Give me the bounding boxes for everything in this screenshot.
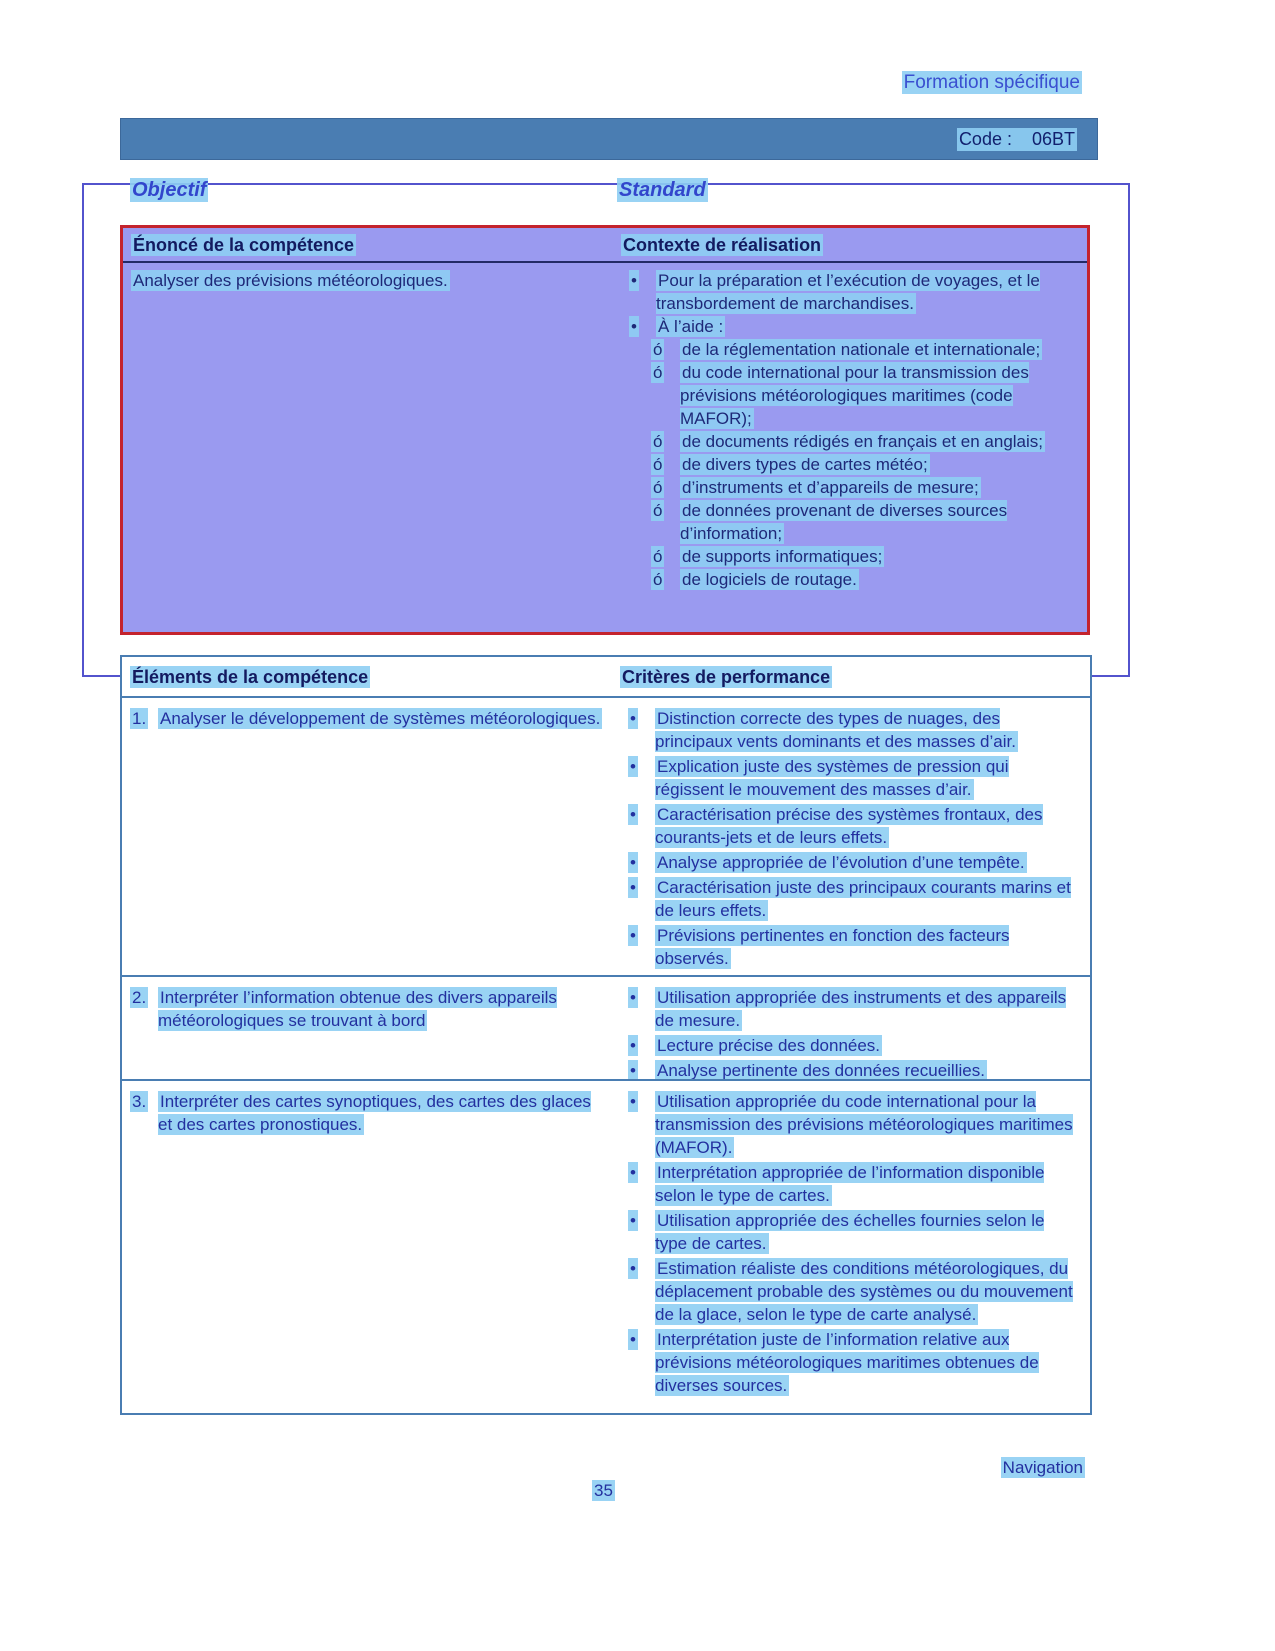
bullet-glyph: • <box>630 1092 636 1111</box>
context-bullet-text: Pour la préparation et l’exécution de voyages, et le transbordement de marchandises. <box>656 271 1040 313</box>
context-sub-bullet-text: de la réglementation nationale et internationale; <box>682 340 1041 359</box>
criteria-cell <box>612 1090 1090 1413</box>
context-sub-bullet <box>621 476 1075 499</box>
enonce-table-body <box>123 263 1087 632</box>
element-cell <box>122 986 612 1079</box>
element-text: Interpréter des cartes synoptiques, des cartes des glaces et des cartes pronostiques. <box>158 1092 591 1134</box>
objectif-heading <box>130 179 208 202</box>
footer-section-label <box>1001 1458 1085 1478</box>
context-sub-bullet-text: de logiciels de routage. <box>682 570 857 589</box>
context-sub-bullet-text: de données provenant de diverses sources d’information; <box>680 501 1008 543</box>
element-number-text: 1. <box>132 709 147 728</box>
sub-bullet-icon <box>651 568 680 591</box>
competence-statement <box>131 269 613 292</box>
bullet-glyph: • <box>630 1163 636 1182</box>
criterion-text: Interprétation appropriée de l’information disponible selon le type de cartes. <box>655 1163 1045 1205</box>
sub-bullet-glyph: ó <box>653 340 663 359</box>
criterion-text: Interprétation juste de l’information relative aux prévisions météorologiques maritimes obtenues de diverses sources. <box>655 1330 1039 1395</box>
standard-heading <box>617 179 708 202</box>
bullet-glyph: • <box>630 988 636 1007</box>
criterion <box>620 707 1078 753</box>
element-number-text: 3. <box>132 1092 147 1111</box>
element-number <box>130 1090 158 1113</box>
bullet-glyph: • <box>631 317 637 336</box>
context-sub-bullet-text: d’instruments et d’appareils de mesure; <box>682 478 979 497</box>
bullet-icon <box>628 1257 655 1280</box>
bullet-glyph: • <box>630 878 636 897</box>
enonce-header-label: Énoncé de la compétence <box>133 235 355 255</box>
bullet-icon <box>628 876 655 899</box>
bullet-icon <box>628 755 655 778</box>
bullet-icon <box>628 924 655 947</box>
element-text: Interpréter l’information obtenue des divers appareils météorologiques se trouvant à bord <box>158 988 557 1030</box>
criterion-text: Caractérisation précise des systèmes frontaux, des courants-jets et de leurs effets. <box>655 805 1043 847</box>
competence-statement-cell <box>123 269 613 626</box>
context-sub-bullet <box>621 430 1075 453</box>
enonce-competence-table <box>120 225 1090 635</box>
page-number-text: 35 <box>594 1481 613 1500</box>
bullet-icon <box>628 1328 655 1351</box>
bullet-glyph: • <box>630 1036 636 1055</box>
elements-table-header <box>122 657 1090 698</box>
criterion <box>620 876 1078 922</box>
bullet-glyph: • <box>630 757 636 776</box>
element-item <box>130 986 603 1032</box>
code-label: Code : 06BT <box>958 128 1075 149</box>
elements-header-cell <box>122 667 612 688</box>
context-sub-bullet-text: du code international pour la transmission des prévisions météorologiques maritimes (code MAFOR); <box>680 363 1029 428</box>
criterion-text: Utilisation appropriée des échelles fournies selon le type de cartes. <box>655 1211 1045 1253</box>
bullet-glyph: • <box>630 926 636 945</box>
section-label-text: Formation spécifique <box>903 72 1080 93</box>
bullet-icon <box>628 986 655 1009</box>
context-sub-bullet <box>621 338 1075 361</box>
context-sub-bullet-text: de divers types de cartes météo; <box>682 455 928 474</box>
element-item <box>130 1090 603 1136</box>
sub-bullet-glyph: ó <box>653 501 663 520</box>
bullet-icon <box>628 1161 655 1184</box>
context-sub-bullet <box>621 453 1075 476</box>
sub-bullet-icon <box>651 430 680 453</box>
sub-bullet-glyph: ó <box>653 547 663 566</box>
sub-bullet-icon <box>651 361 680 384</box>
bullet-glyph: • <box>631 271 637 290</box>
criterion-text: Explication juste des systèmes de pression qui régissent le mouvement des masses d’air. <box>655 757 1009 799</box>
criterion-text: Distinction correcte des types de nuages, des principaux vents dominants et des masses d’air. <box>655 709 1016 751</box>
criterion <box>620 1161 1078 1207</box>
context-sub-bullet <box>621 361 1075 430</box>
objectif-heading-text: Objectif <box>132 179 207 201</box>
criteres-header-cell <box>612 667 1090 688</box>
bullet-icon <box>628 1209 655 1232</box>
bullet-glyph: • <box>630 805 636 824</box>
elements-header-label: Éléments de la compétence <box>132 667 369 687</box>
element-row-3 <box>122 1079 1090 1413</box>
element-number <box>130 986 158 1009</box>
element-row-2 <box>122 975 1090 1079</box>
sub-bullet-icon <box>651 499 680 522</box>
context-bullet <box>621 269 1075 315</box>
criteres-header-label: Critères de performance <box>622 667 831 687</box>
standard-heading-text: Standard <box>619 179 706 201</box>
element-item <box>130 707 603 730</box>
criteria-cell <box>612 707 1090 975</box>
criterion <box>620 851 1078 874</box>
context-sub-bullet-text: de documents rédigés en français et en anglais; <box>682 432 1044 451</box>
criterion <box>620 803 1078 849</box>
sub-bullet-icon <box>651 476 680 499</box>
enonce-table-header <box>123 228 1087 263</box>
criterion-text: Lecture précise des données. <box>657 1036 881 1055</box>
element-cell <box>122 707 612 975</box>
element-text: Analyser le développement de systèmes météorologiques. <box>160 709 601 728</box>
criterion-text: Analyse pertinente des données recueillies. <box>657 1061 985 1080</box>
footer-section-label-text: Navigation <box>1002 1458 1083 1477</box>
bullet-icon <box>628 1090 655 1113</box>
criterion <box>620 924 1078 970</box>
criterion <box>620 1209 1078 1255</box>
criterion-text: Utilisation appropriée du code international pour la transmission des prévisions météorologiques maritimes (MAFOR). <box>655 1092 1073 1157</box>
criterion-text: Analyse appropriée de l’évolution d’une tempête. <box>657 853 1025 872</box>
bullet-glyph: • <box>630 1061 636 1080</box>
sub-bullet-icon <box>651 545 680 568</box>
criterion-text: Prévisions pertinentes en fonction des facteurs observés. <box>655 926 1010 968</box>
criterion <box>620 1090 1078 1159</box>
criterion-text: Utilisation appropriée des instruments et des appareils de mesure. <box>655 988 1067 1030</box>
sub-bullet-glyph: ó <box>653 455 663 474</box>
bullet-glyph: • <box>630 1259 636 1278</box>
context-bullet <box>621 315 1075 338</box>
sub-bullet-glyph: ó <box>653 570 663 589</box>
context-sub-bullet <box>621 499 1075 545</box>
element-number <box>130 707 158 730</box>
element-row-1 <box>122 698 1090 975</box>
criterion <box>620 1328 1078 1397</box>
contexte-cell <box>613 269 1087 626</box>
sub-bullet-icon <box>651 453 680 476</box>
bullet-glyph: • <box>630 709 636 728</box>
criterion-text: Estimation réaliste des conditions météorologiques, du déplacement probable des systèmes ou du mouvement de la glace, selon le type de carte analysé. <box>655 1259 1073 1324</box>
section-label <box>902 72 1082 94</box>
bullet-glyph: • <box>630 1211 636 1230</box>
element-cell <box>122 1090 612 1413</box>
sub-bullet-glyph: ó <box>653 432 663 451</box>
element-number-text: 2. <box>132 988 147 1007</box>
bullet-icon <box>628 851 655 874</box>
bullet-icon <box>628 1034 655 1057</box>
context-bullet-text: À l’aide : <box>658 317 724 336</box>
page-number <box>592 1481 615 1501</box>
bullet-icon <box>628 707 655 730</box>
bullet-icon <box>628 803 655 826</box>
criterion <box>620 1257 1078 1326</box>
sub-bullet-glyph: ó <box>653 478 663 497</box>
criterion <box>620 755 1078 801</box>
competence-statement-text: Analyser des prévisions météorologiques. <box>133 271 448 290</box>
criteria-cell <box>612 986 1090 1079</box>
criterion <box>620 1034 1078 1057</box>
bullet-glyph: • <box>630 853 636 872</box>
context-sub-bullet <box>621 545 1075 568</box>
sub-bullet-glyph: ó <box>653 363 663 382</box>
bullet-glyph: • <box>630 1330 636 1349</box>
header-banner <box>120 118 1098 160</box>
contexte-header-label: Contexte de réalisation <box>623 235 822 255</box>
bullet-icon <box>629 315 656 338</box>
criterion-text: Caractérisation juste des principaux courants marins et de leurs effets. <box>655 878 1071 920</box>
criterion <box>620 986 1078 1032</box>
enonce-header-cell <box>123 235 613 256</box>
context-sub-bullet <box>621 568 1075 591</box>
elements-competence-table <box>120 655 1092 1415</box>
contexte-header-cell <box>613 235 1087 256</box>
sub-bullet-icon <box>651 338 680 361</box>
bullet-icon <box>629 269 656 292</box>
context-sub-bullet-text: de supports informatiques; <box>682 547 883 566</box>
